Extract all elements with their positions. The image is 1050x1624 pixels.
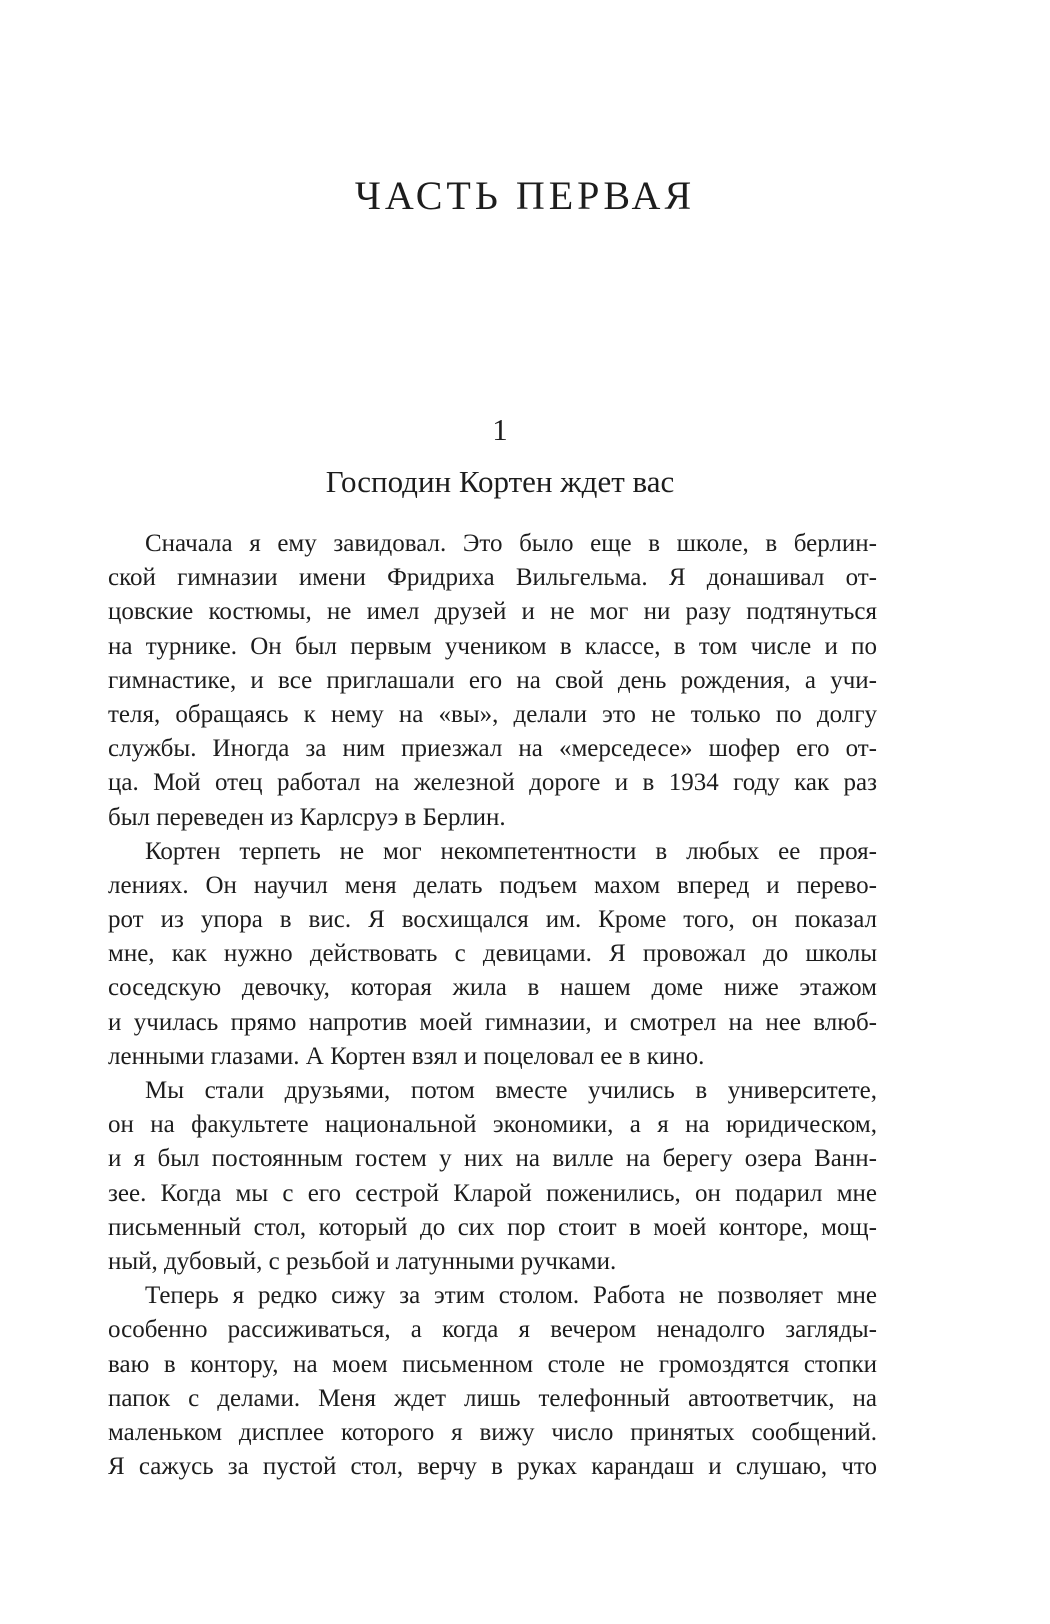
text-line: службы. Иногда за ним приезжал на «мерседесе» шофер его от- (108, 735, 877, 763)
text-line: зее. Когда мы с его сестрой Кларой поженились, он подарил мне (108, 1179, 877, 1207)
text-line: Мы стали друзьями, потом вместе учились в университете, (145, 1077, 877, 1104)
text-line: соседскую девочку, которая жила в нашем доме ниже этажом (108, 974, 877, 1002)
chapter-number: 1 (492, 412, 508, 447)
text-line: лениях. Он научил меня делать подъем махом вперед и перево- (108, 871, 877, 899)
text-line: ваю в контору, на моем письменном столе не громоздятся стопки (108, 1350, 877, 1378)
text-line: на турнике. Он был первым учеником в классе, в том числе и по (108, 632, 877, 660)
text-line: письменный стол, который до сих пор стоит в моей конторе, мощ- (108, 1213, 877, 1241)
chapter-body (108, 527, 877, 1484)
text-line: теля, обращаясь к нему на «вы», делали это не только по долгу (108, 700, 877, 728)
text-line: он на факультете национальной экономики, а я на юридическом, (108, 1111, 877, 1139)
text-line: ской гимназии имени Фридриха Вильгельма. Я донашивал от- (108, 564, 877, 592)
text-line: и училась прямо напротив моей гимназии, и смотрел на нее влюб- (108, 1008, 877, 1036)
text-line: особенно рассиживаться, а когда я вечером ненадолго загляды- (108, 1316, 877, 1344)
text-line: и я был постоянным гостем у них на вилле на берегу озера Ванн- (108, 1145, 877, 1173)
part-title: ЧАСТЬ ПЕРВАЯ (354, 173, 696, 218)
text-line: Я сажусь за пустой стол, верчу в руках карандаш и слушаю, что (108, 1453, 877, 1481)
text-line: ца. Мой отец работал на железной дороге и в 1934 году как раз (108, 769, 877, 797)
text-line: Сначала я ему завидовал. Это было еще в школе, в берлин- (145, 530, 877, 557)
text-line: рот из упора в вис. Я восхищался им. Кроме того, он показал (108, 906, 877, 934)
text-line: Кортен терпеть не мог некомпетентности в любых ее проя- (145, 837, 877, 865)
text-line: папок с делами. Меня ждет лишь телефонный автоответчик, на (108, 1384, 877, 1412)
text-line: гимнастике, и все приглашали его на свой день рождения, а учи- (108, 666, 877, 694)
text-line: Теперь я редко сижу за этим столом. Работа не позволяет мне (145, 1282, 877, 1310)
chapter-title: Господин Кортен ждет вас (325, 464, 675, 499)
text-line: ный, дубовый, с резьбой и латунными ручками. (108, 1247, 617, 1275)
text-line: ленными глазами. А Кортен взял и поцеловал ее в кино. (108, 1042, 705, 1070)
text-line: цовские костюмы, не имел друзей и не мог ни разу подтянуться (108, 598, 877, 626)
text-line: был переведен из Карлсруэ в Берлин. (108, 803, 506, 831)
text-line: мне, как нужно действовать с девицами. Я провожал до школы (108, 940, 877, 968)
text-line: маленьком дисплее которого я вижу число принятых сообщений. (108, 1418, 877, 1446)
